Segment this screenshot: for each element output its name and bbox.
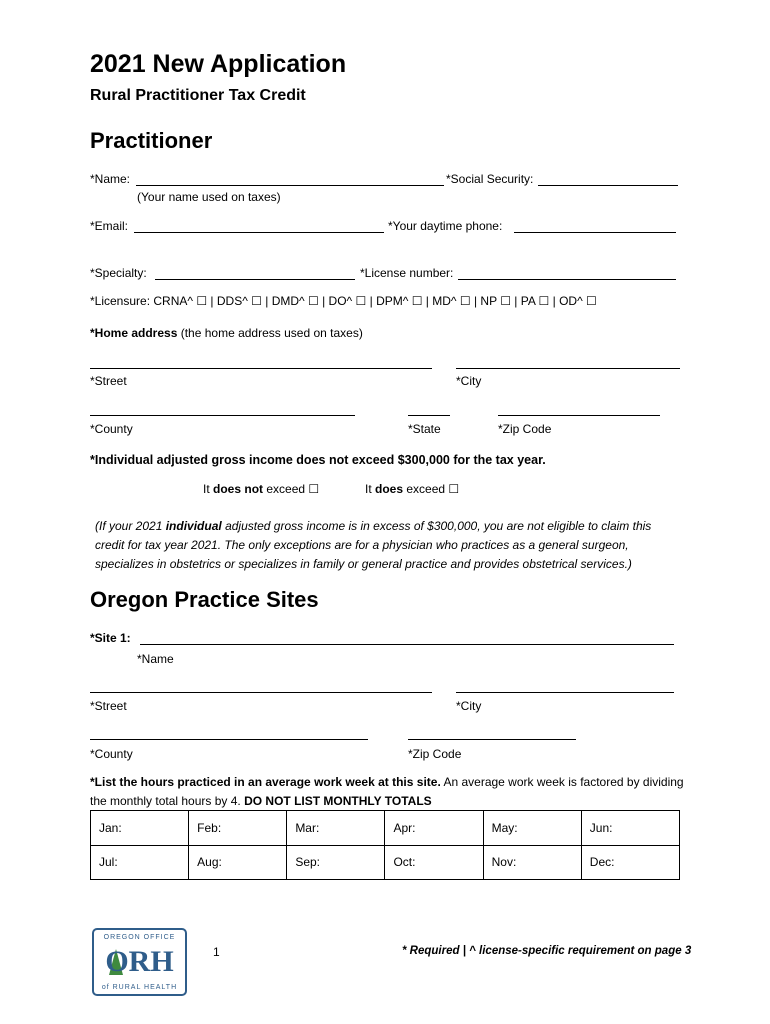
home-county-label: *County bbox=[90, 422, 133, 436]
license-field[interactable] bbox=[458, 279, 676, 280]
email-field[interactable] bbox=[134, 232, 384, 233]
logo-main-text: ORH bbox=[105, 945, 174, 978]
hours-row-1 bbox=[91, 811, 680, 846]
site1-city-label: *City bbox=[456, 699, 482, 713]
home-city-label: *City bbox=[456, 374, 482, 388]
hours-cell[interactable]: Feb: bbox=[189, 811, 287, 846]
hours-line2-bold: DO NOT LIST MONTHLY TOTALS bbox=[244, 794, 432, 808]
hours-cell[interactable]: Sep: bbox=[287, 845, 385, 880]
option1-bold: does not bbox=[213, 482, 264, 496]
hours-instructions-line2 bbox=[90, 794, 432, 808]
site1-name-field[interactable] bbox=[140, 644, 674, 645]
site1-county-label: *County bbox=[90, 747, 133, 761]
hours-cell[interactable]: Jul: bbox=[91, 845, 189, 880]
income-note-line2: credit for tax year 2021. The only exceptions are for a physician who practices as a general surgeon, bbox=[95, 538, 629, 552]
page-subtitle: Rural Practitioner Tax Credit bbox=[90, 87, 306, 104]
option1-pre: It bbox=[203, 482, 214, 496]
note-post: adjusted gross income is in excess of $300,000, you are not eligible to claim this bbox=[221, 519, 652, 533]
name-hint: (Your name used on taxes) bbox=[137, 190, 281, 204]
logo-top-text: OREGON OFFICE bbox=[103, 934, 176, 941]
home-city-field[interactable] bbox=[456, 368, 680, 369]
phone-label: *Your daytime phone: bbox=[388, 219, 503, 233]
site1-name-label: *Name bbox=[137, 652, 174, 666]
hours-cell[interactable]: Dec: bbox=[581, 845, 679, 880]
home-state-field[interactable] bbox=[408, 415, 450, 416]
home-county-field[interactable] bbox=[90, 415, 355, 416]
hours-row-2 bbox=[91, 845, 680, 880]
option1-post: exceed ☐ bbox=[263, 482, 320, 496]
hours-text: An average work week is factored by dividing bbox=[440, 775, 684, 789]
sites-heading: Oregon Practice Sites bbox=[90, 587, 319, 612]
option2-pre: It bbox=[365, 482, 376, 496]
ssn-field[interactable] bbox=[538, 185, 678, 186]
site1-street-field[interactable] bbox=[90, 692, 432, 693]
income-note-line1 bbox=[95, 519, 651, 533]
hours-cell[interactable]: Jan: bbox=[91, 811, 189, 846]
income-note-line3: specializes in obstetrics or specializes in family or general practice and provides obstetrical services.) bbox=[95, 557, 632, 571]
home-address-label: *Home address bbox=[90, 326, 178, 340]
email-label: *Email: bbox=[90, 219, 129, 233]
hours-cell[interactable]: Mar: bbox=[287, 811, 385, 846]
hours-cell[interactable]: Nov: bbox=[483, 845, 581, 880]
name-label: *Name: bbox=[90, 172, 131, 186]
practitioner-heading: Practitioner bbox=[90, 128, 213, 153]
home-zip-label: *Zip Code bbox=[498, 422, 552, 436]
hours-cell[interactable]: Jun: bbox=[581, 811, 679, 846]
income-option-exceed[interactable] bbox=[365, 482, 459, 496]
orh-logo bbox=[92, 928, 187, 996]
hours-cell[interactable]: Oct: bbox=[385, 845, 483, 880]
income-heading: *Individual adjusted gross income does not exceed $300,000 for the tax year. bbox=[90, 453, 546, 467]
licensure-options[interactable]: *Licensure: CRNA^ ☐ | DDS^ ☐ | DMD^ ☐ | DO^ ☐ | DPM^ ☐ | MD^ ☐ | NP ☐ | PA ☐ | OD^ ☐ bbox=[90, 294, 597, 308]
site1-city-field[interactable] bbox=[456, 692, 674, 693]
hours-instructions-line1 bbox=[90, 775, 684, 789]
specialty-label: *Specialty: bbox=[90, 266, 147, 280]
home-zip-field[interactable] bbox=[498, 415, 660, 416]
hours-cell[interactable]: May: bbox=[483, 811, 581, 846]
income-option-not-exceed[interactable] bbox=[203, 482, 319, 496]
site1-county-field[interactable] bbox=[90, 739, 368, 740]
logo-bottom-text: of RURAL HEALTH bbox=[101, 984, 178, 991]
phone-field[interactable] bbox=[514, 232, 676, 233]
hours-cell[interactable]: Apr: bbox=[385, 811, 483, 846]
name-field[interactable] bbox=[136, 185, 444, 186]
note-bold: individual bbox=[165, 519, 222, 533]
site1-street-label: *Street bbox=[90, 699, 127, 713]
note-pre: (If your 2021 bbox=[95, 519, 166, 533]
site1-zip-label: *Zip Code bbox=[408, 747, 462, 761]
home-state-label: *State bbox=[408, 422, 441, 436]
hours-table bbox=[90, 810, 680, 880]
page-title: 2021 New Application bbox=[90, 50, 347, 78]
home-street-label: *Street bbox=[90, 374, 127, 388]
hours-bold: *List the hours practiced in an average work week at this site. bbox=[90, 775, 441, 789]
hours-line2-pre: the monthly total hours by 4. bbox=[90, 794, 245, 808]
home-address-heading bbox=[90, 326, 363, 340]
ssn-label: *Social Security: bbox=[446, 172, 534, 186]
license-label: *License number: bbox=[360, 266, 454, 280]
specialty-field[interactable] bbox=[155, 279, 355, 280]
option2-bold: does bbox=[375, 482, 404, 496]
option2-post: exceed ☐ bbox=[403, 482, 460, 496]
site1-zip-field[interactable] bbox=[408, 739, 576, 740]
page-number: 1 bbox=[213, 945, 220, 959]
hours-cell[interactable]: Aug: bbox=[189, 845, 287, 880]
site1-label: *Site 1: bbox=[90, 631, 131, 645]
home-address-hint: (the home address used on taxes) bbox=[180, 326, 363, 340]
home-street-field[interactable] bbox=[90, 368, 432, 369]
footer-note: * Required | ^ license-specific requirement on page 3 bbox=[402, 945, 692, 957]
